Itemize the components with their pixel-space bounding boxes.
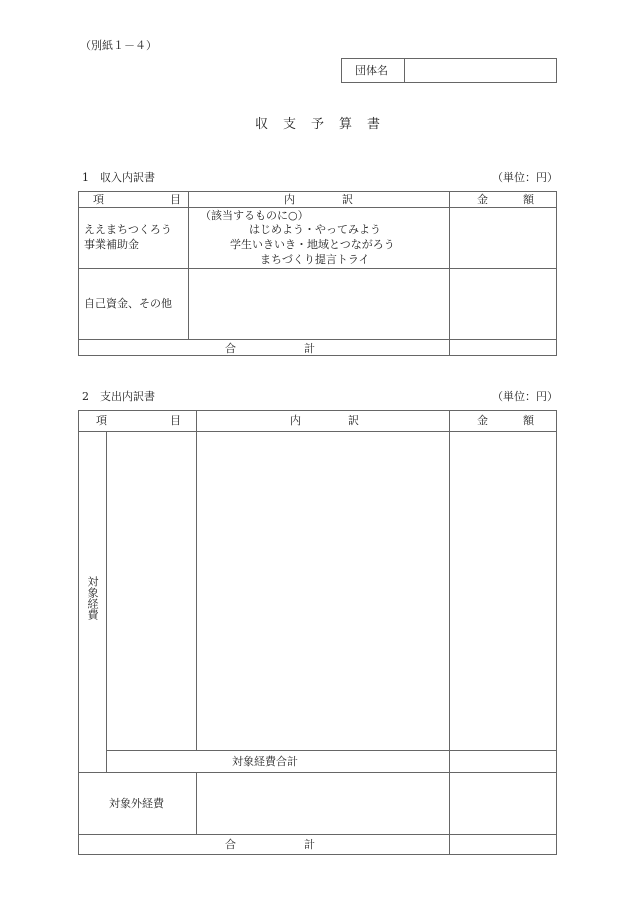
target-expense-group-label: 対象経費 [86,576,99,620]
expense-section-title: 2 支出内訳書 [82,390,155,403]
income-row-own-funds-item: 自己資金、その他 [84,297,172,310]
target-subtotal-amount[interactable] [450,751,556,772]
org-name-label: 団体名 [355,64,388,77]
income-subsidy-option-1[interactable]: はじめよう・やってみよう [249,223,381,236]
income-row-subsidy-item: ええまちつくろう [84,223,172,236]
income-col-amount-2: 額 [523,193,534,206]
attachment-label: （別紙１－４） [80,39,157,52]
income-own-funds-detail[interactable] [189,269,449,339]
org-name-field[interactable] [405,59,556,82]
income-col-amount-1: 金 [477,193,488,206]
expense-col-detail-2: 訳 [348,414,359,427]
expense-col-item-1: 項 [96,414,107,427]
expense-col-item-2: 目 [170,414,181,427]
income-own-funds-amount[interactable] [450,269,556,339]
expense-total-label-2: 計 [304,838,315,851]
org-name-box [341,58,557,83]
expense-col-amount-1: 金 [477,414,488,427]
income-section-title: 1 収入内訳書 [82,171,155,184]
target-subtotal-label: 対象経費合計 [232,755,298,768]
target-expense-amount[interactable] [450,432,556,750]
expense-col-detail-1: 内 [290,414,301,427]
income-total-amount[interactable] [450,340,556,355]
income-subsidy-amount[interactable] [450,208,556,268]
income-total-label-2: 計 [304,342,315,355]
income-unit-label: （単位：円） [492,171,558,184]
income-total-label-1: 合 [225,342,236,355]
income-subsidy-note: （該当するものに○） [200,209,309,222]
income-col-detail-1: 内 [284,193,295,206]
expense-table [78,410,557,855]
target-expense-detail[interactable] [197,432,449,750]
income-col-detail-2: 訳 [342,193,353,206]
income-row-subsidy-item-2: 事業補助金 [84,238,139,251]
income-subsidy-option-2[interactable]: 学生いきいき・地域とつながろう [230,238,395,251]
income-col-item-1: 項 [93,193,104,206]
non-target-expense-amount[interactable] [450,773,556,834]
income-col-item-2: 目 [170,193,181,206]
income-table [78,191,557,356]
income-subsidy-option-3[interactable]: まちづくり提言トライ [260,253,370,266]
page-title: 収 支 予 算 書 [255,117,382,132]
expense-unit-label: （単位：円） [492,390,558,403]
expense-col-amount-2: 額 [523,414,534,427]
expense-total-label-1: 合 [225,838,236,851]
non-target-expense-label: 対象外経費 [109,797,164,810]
non-target-expense-detail[interactable] [197,773,449,834]
target-expense-item[interactable] [107,432,196,750]
expense-total-amount[interactable] [450,835,556,854]
